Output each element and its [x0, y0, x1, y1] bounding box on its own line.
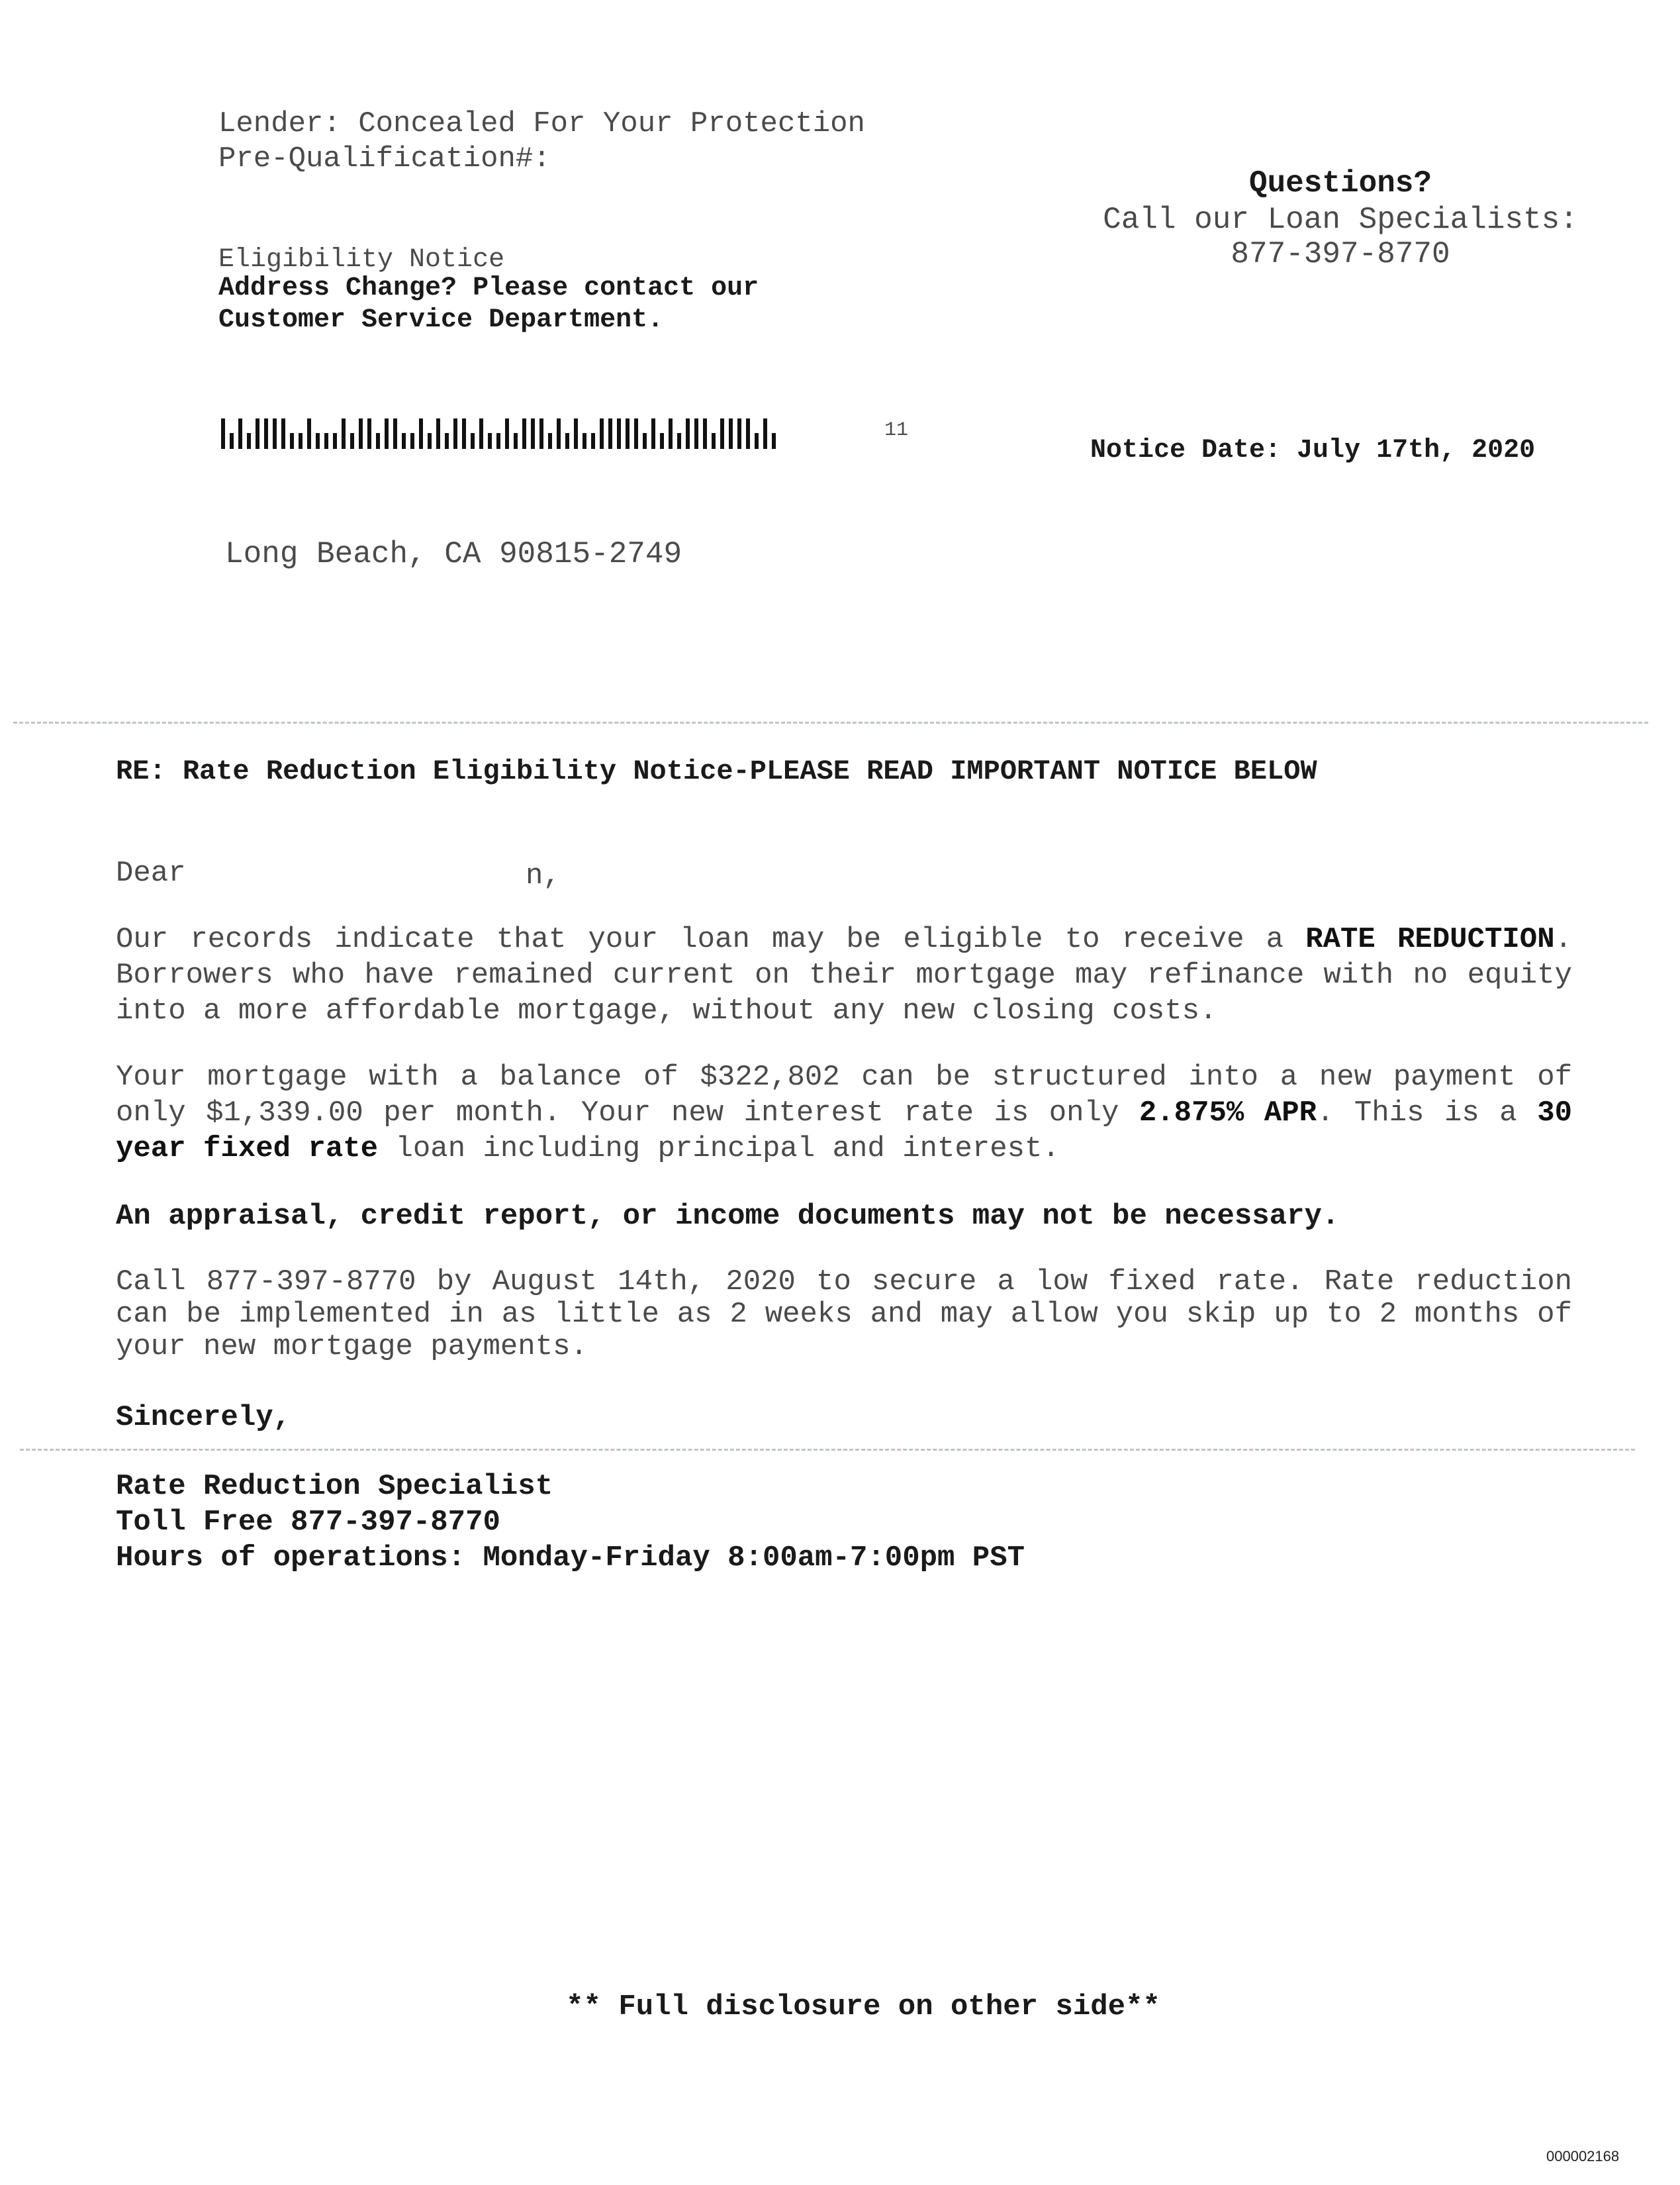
barcode-bar	[548, 433, 552, 449]
barcode-bar	[583, 433, 586, 449]
barcode-bar	[462, 418, 466, 449]
barcode-bar	[677, 433, 681, 449]
barcode-bar	[720, 418, 724, 449]
barcode-bar	[737, 418, 741, 449]
paragraph-call-to-action: Call 877-397-8770 by August 14th, 2020 to secure a low fixed rate. Rate reduction can be implemented in as little as 2 weeks and may allow you skip up to 2 months of your new mortgage payments.	[116, 1265, 1572, 1363]
barcode-bar	[600, 418, 604, 449]
rate-reduction-emphasis: RATE REDUCTION	[1305, 923, 1555, 956]
signature-phone: Toll Free 877-397-8770	[116, 1506, 500, 1539]
barcode-bar	[273, 418, 277, 449]
barcode-bar	[539, 418, 543, 449]
batch-number: 000002168	[1546, 2148, 1620, 2164]
closing: Sincerely,	[116, 1401, 291, 1434]
city-state-zip: Long Beach, CA 90815-2749	[225, 537, 682, 571]
barcode-bar	[453, 418, 457, 449]
barcode-bar	[755, 433, 759, 449]
barcode-bar	[746, 418, 750, 449]
barcode-bar	[694, 418, 698, 449]
barcode-bar	[402, 433, 406, 449]
barcode-bar	[488, 433, 492, 449]
notice-type: Eligibility Notice	[218, 245, 505, 275]
address-change-line-2: Customer Service Department.	[218, 305, 664, 335]
barcode-bar	[221, 418, 225, 449]
barcode-bar	[342, 418, 346, 449]
barcode-bar	[445, 433, 449, 449]
barcode-bar	[729, 418, 733, 449]
barcode-bar	[712, 433, 716, 449]
barcode-bar	[763, 418, 767, 449]
barcode-bar	[230, 433, 234, 449]
barcode-bar	[686, 418, 690, 449]
barcode-bar	[669, 418, 673, 449]
barcode-bar	[393, 418, 397, 449]
barcode-bar	[591, 433, 595, 449]
barcode-bar	[617, 418, 621, 449]
signature-title: Rate Reduction Specialist	[116, 1470, 553, 1503]
lender-line: Lender: Concealed For Your Protection	[218, 107, 865, 140]
barcode-bar	[256, 418, 259, 449]
barcode-bar	[376, 433, 380, 449]
apr-emphasis: 2.875% APR	[1139, 1096, 1317, 1130]
barcode-bar	[531, 418, 535, 449]
barcode-bar	[634, 418, 638, 449]
barcode-bar	[316, 433, 320, 449]
barcode-bar	[264, 418, 268, 449]
re-line: RE: Rate Reduction Eligibility Notice-PLEASE READ IMPORTANT NOTICE BELOW	[116, 755, 1317, 787]
salutation-end: n,	[526, 859, 561, 893]
signature-divider	[20, 1449, 1635, 1451]
barcode-bar	[505, 418, 509, 449]
address-change-line-1: Address Change? Please contact our	[218, 273, 759, 303]
barcode-bar	[522, 418, 526, 449]
barcode-bar	[557, 418, 561, 449]
barcode-bar	[410, 433, 414, 449]
barcode-bar	[651, 418, 655, 449]
barcode-bar	[608, 418, 612, 449]
barcode-bar	[247, 433, 251, 449]
barcode-bar	[626, 418, 630, 449]
fold-divider	[13, 722, 1648, 724]
notice-date: Notice Date: July 17th, 2020	[1090, 436, 1536, 465]
barcode-bar	[479, 418, 483, 449]
salutation-start: Dear	[116, 857, 186, 890]
barcode-bar	[574, 418, 578, 449]
loan-term-emphasis: 30 year fixed rate	[116, 1096, 1573, 1165]
barcode-bar	[350, 433, 354, 449]
disclosure-note: ** Full disclosure on other side**	[566, 1990, 1160, 2023]
barcode-bar	[428, 433, 432, 449]
barcode-bar	[324, 433, 328, 449]
paragraph-2-text-mid: . This is a	[1317, 1096, 1538, 1130]
paragraph-1-text-end: . Borrowers who have remained current on their mortgage may refinance with no equity into a more affordable mortgage, without any new closing costs.	[116, 923, 1573, 1028]
barcode-bar	[307, 418, 311, 449]
postal-barcode	[221, 416, 780, 449]
signature-hours: Hours of operations: Monday-Friday 8:00am-7:00pm PST	[116, 1541, 1025, 1575]
questions-phone: 877-397-8770	[1231, 237, 1450, 271]
paragraph-2-text: Your mortgage with a balance of $322,802 can be structured into a new payment of only $1,339.00 per month. Your new interest rate is only	[116, 1061, 1572, 1130]
barcode-bar	[419, 418, 423, 449]
loan-specialists-line: Call our Loan Specialists:	[1103, 203, 1578, 237]
barcode-bar	[238, 418, 242, 449]
paragraph-1-text: Our records indicate that your loan may be eligible to receive a	[116, 923, 1284, 956]
paragraph-loan-terms	[116, 1059, 1572, 1167]
barcode-bar	[514, 433, 518, 449]
barcode-bar	[703, 418, 707, 449]
mail-code: 11	[884, 419, 909, 442]
barcode-bar	[385, 418, 389, 449]
barcode-bar	[565, 433, 569, 449]
barcode-bar	[496, 433, 500, 449]
barcode-bar	[660, 433, 664, 449]
paragraph-2-text-end: loan including principal and interest.	[378, 1132, 1060, 1165]
barcode-bar	[299, 433, 303, 449]
barcode-bar	[772, 433, 776, 449]
prequalification-line: Pre-Qualification#:	[218, 142, 551, 175]
barcode-bar	[333, 433, 337, 449]
barcode-bar	[359, 418, 363, 449]
barcode-bar	[436, 418, 440, 449]
paragraph-rate-reduction	[116, 922, 1572, 1029]
barcode-bar	[471, 433, 475, 449]
paragraph-no-documents: An appraisal, credit report, or income documents may not be necessary.	[116, 1200, 1340, 1233]
barcode-bar	[643, 433, 647, 449]
barcode-bar	[281, 418, 285, 449]
barcode-bar	[367, 418, 371, 449]
barcode-bar	[290, 433, 294, 449]
questions-title: Questions?	[1248, 166, 1432, 201]
